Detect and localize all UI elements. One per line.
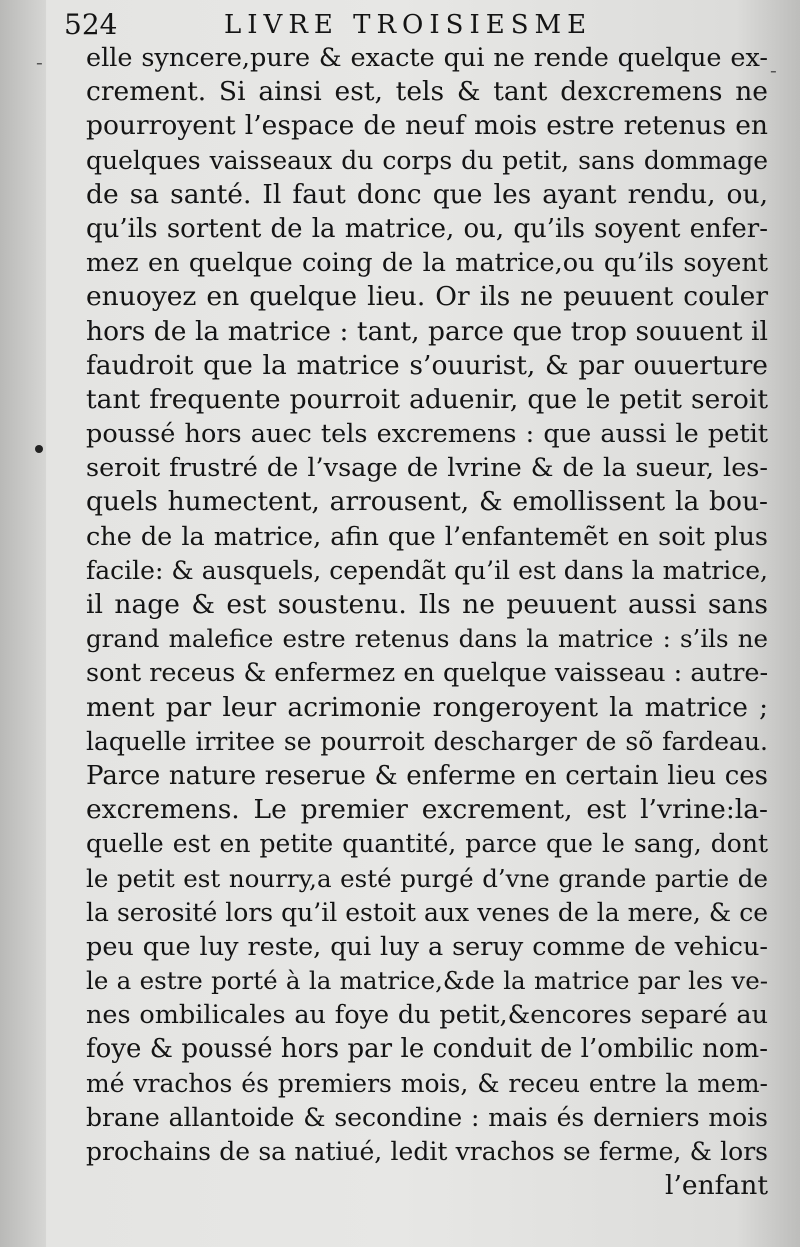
margin-dash: - — [770, 58, 777, 82]
text-line: grand malefice estre retenus dans la matrice : s’ils ne — [86, 624, 768, 654]
text-line: nes ombilicales au foye du petit,&encores separé au — [86, 1000, 768, 1031]
text-line: quels humectent, arrousent, & emollissent la bou- — [86, 486, 768, 518]
text-line: quelle est en petite quantité, parce que le sang, dont — [86, 829, 768, 859]
text-line: Parce nature reserue & enferme en certain lieu ces — [86, 760, 768, 791]
text-line: excremens. Le premier excrement, est l’vrine:la- — [86, 794, 768, 826]
text-line: le petit est nourry,a esté purgé d’vne grande partie de — [86, 863, 768, 893]
text-line: brane allantoide & secondine : mais és derniers mois — [86, 1102, 768, 1132]
text-line: mé vrachos és premiers mois, & receu entre la mem- — [86, 1068, 768, 1098]
page-number: 524 — [64, 8, 118, 41]
text-line: peu que luy reste, qui luy a seruy comme de vehicu- — [86, 931, 768, 962]
text-line: prochains de sa natiué, ledit vrachos se ferme, & lors — [86, 1137, 768, 1166]
text-line: tant frequente pourroit aduenir, que le petit seroit — [86, 383, 768, 415]
text-line: quelques vaisseaux du corps du petit, sans dommage — [86, 145, 768, 175]
text-line: ment par leur acrimonie rongeroyent la matrice ; — [86, 691, 768, 723]
text-line: qu’ils sortent de la matrice, ou, qu’ils soyent enfer- — [86, 213, 768, 244]
text-line: le a estre porté à la matrice,&de la matrice par les ve- — [86, 966, 768, 996]
text-line: faudroit que la matrice s’ouurist, & par ouuerture — [86, 349, 768, 381]
page-gutter — [0, 0, 46, 1247]
text-line: mez en quelque coing de la matrice,ou qu’ils soyent — [86, 248, 768, 279]
text-line: hors de la matrice : tant, parce que trop souuent il — [86, 315, 768, 347]
text-line: il nage & est soustenu. Ils ne peuuent aussi sans — [86, 589, 768, 620]
text-line: che de la matrice, afin que l’enfantemẽt en soit plus — [86, 521, 768, 552]
margin-bullet-icon — [35, 445, 43, 453]
body-text — [86, 41, 768, 1203]
catchword: l’enfant — [665, 1170, 768, 1202]
text-line: sont receus & enfermez en quelque vaisseau : autre- — [86, 658, 769, 689]
text-line: de sa santé. Il faut donc que les ayant rendu, ou, — [86, 178, 768, 210]
margin-dash: - — [36, 50, 43, 74]
text-line: crement. Si ainsi est, tels & tant dexcremens ne — [86, 76, 768, 108]
running-title: LIVRE TROISIESME — [224, 10, 593, 40]
text-line: pourroyent l’espace de neuf mois estre retenus en — [86, 110, 768, 142]
text-line: enuoyez en quelque lieu. Or ils ne peuuent couler — [86, 281, 768, 313]
text-line: seroit frustré de l’vsage de lvrine & de la sueur, les- — [86, 453, 768, 484]
text-line: facile: & ausquels, cependãt qu’il est dans la matrice, — [86, 555, 768, 585]
text-line: poussé hors auec tels excremens : que aussi le petit — [86, 419, 768, 450]
text-line: la serosité lors qu’il estoit aux venes de la mere, & ce — [86, 897, 768, 927]
text-line: foye & poussé hors par le conduit de l’ombilic nom- — [86, 1034, 768, 1065]
text-line: elle syncere,pure & exacte qui ne rende quelque ex- — [86, 43, 768, 73]
text-line: laquelle irritee se pourroit descharger de sõ fardeau. — [86, 726, 768, 756]
page-header — [64, 6, 780, 46]
